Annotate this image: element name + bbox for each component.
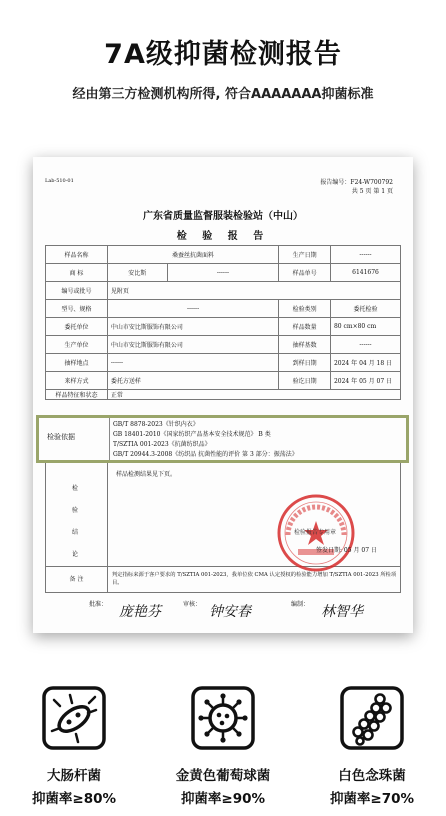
feature-name: 白色念珠菌: [338, 768, 406, 784]
feature-name: 大肠杆菌: [47, 768, 101, 784]
feature-rate: 抑菌率≥80%: [31, 791, 117, 807]
remark-label: 备 注: [46, 567, 108, 593]
conclusion-char: 验: [72, 507, 79, 514]
cell-label: 样品特征和状态: [46, 390, 108, 400]
prepare-label: 编制：: [291, 601, 310, 608]
cell-value: 中山市安比斯服饰有限公司: [107, 336, 278, 354]
e-coli-bacteria-icon: [42, 686, 106, 750]
approver-signature: 庞艳芬: [119, 604, 161, 620]
conclusion-char: 检: [72, 485, 79, 492]
organization-name: 广东省质量监督服装检验站（中山）: [143, 211, 303, 222]
cell-label: 检验类别: [279, 300, 331, 318]
feature-rate: 抑菌率≥70%: [329, 791, 415, 807]
conclusion-text: 样品检测结果见下页。: [116, 471, 177, 478]
conclusion-label: [46, 463, 108, 567]
cell-label: 来样方式: [46, 372, 108, 390]
cell-value: ------: [107, 354, 278, 372]
cell-value: 委托方送样: [107, 372, 278, 390]
cell-value: 80 cm×80 cm: [330, 318, 400, 336]
report-title: 检 验 报 告: [176, 231, 270, 242]
page-info: 共 5 页 第 1 页: [351, 188, 393, 195]
table-row: [46, 300, 401, 318]
test-basis-line: GB/T 8878-2023《针织内衣》: [113, 421, 199, 428]
cell-label: 样品名称: [46, 246, 108, 264]
table-row: [46, 336, 401, 354]
remark-section: [45, 567, 401, 593]
feature-staphylococcus: [149, 686, 297, 807]
page-title: 7A级抑菌检测报告: [104, 39, 342, 70]
cell-value: ------: [330, 246, 400, 264]
table-row: [46, 354, 401, 372]
feature-name: 金黄色葡萄球菌: [175, 768, 271, 784]
cell-label: 型号、规格: [46, 300, 108, 318]
table-row: [46, 246, 401, 264]
cell-label: 到样日期: [279, 354, 331, 372]
cell-label: 抽样基数: [279, 336, 331, 354]
conclusion-char: 论: [72, 551, 79, 558]
feature-candida: [298, 686, 446, 807]
cell-value: ------: [330, 336, 400, 354]
review-label: 审核：: [183, 601, 202, 608]
cell-value: 中山市安比斯服饰有限公司: [107, 318, 278, 336]
report-number: 报告编号：F24-W700792: [320, 179, 393, 186]
cell-label: 生产单位: [46, 336, 108, 354]
test-basis-line: GB 18401-2010《国家纺织产品基本安全技术规范》 B 类: [113, 431, 271, 438]
test-basis-highlight: [36, 415, 409, 463]
remark-text: 判定指标来源于客户要求的 T/SZTIA 001-2023，我单位依 CMA 认定授权的检验能力增加 T/SZTIA 001-2023 所检项目。: [112, 572, 397, 586]
signature-row: [33, 595, 413, 625]
table-row: [46, 282, 401, 300]
test-basis-label: 检验依据: [47, 433, 75, 441]
feature-rate: 抑菌率≥90%: [180, 791, 266, 807]
cell-label: 生产日期: [279, 246, 331, 264]
cell-label: 验讫日期: [279, 372, 331, 390]
approve-label: 批准：: [89, 601, 108, 608]
test-basis-line: GB/T 20944.3-2008《纺织品 抗菌性能的评价 第 3 部分：振荡法》: [113, 451, 298, 458]
stamp-label: 检验报告专用章: [294, 529, 337, 536]
sign-date: 签发日期: 05 月 07 日: [316, 547, 377, 554]
cell-label: 委托单位: [46, 318, 108, 336]
table-row: [46, 318, 401, 336]
table-row: [46, 390, 401, 400]
page-subtitle: 经由第三方检测机构所得, 符合AAAAAAA抑菌标准: [72, 87, 374, 102]
cell-value: 见附页: [107, 282, 400, 300]
cell-value: 委托检验: [330, 300, 400, 318]
candida-cells-icon: [340, 686, 404, 750]
conclusion-section: [45, 463, 401, 567]
test-basis-line: T/SZTIA 001-2023《抗菌纺织品》: [113, 441, 211, 448]
table-row: [46, 264, 401, 282]
reviewer-signature: 钟安春: [209, 604, 251, 620]
cell-value: 6141676: [330, 264, 400, 282]
cell-value: 桑蚕丝抗菌面料: [107, 246, 278, 264]
test-report-document: [33, 157, 413, 633]
cell-label: 抽样地点: [46, 354, 108, 372]
conclusion-char: 结: [72, 529, 79, 536]
cell-value: 2024 年 05 月 07 日: [330, 372, 400, 390]
cell-value: 安比斯: [107, 264, 167, 282]
cell-label: 样品单号: [279, 264, 331, 282]
staphylococcus-virus-icon: [191, 686, 255, 750]
preparer-signature: 林智华: [321, 604, 363, 620]
cell-label: 商 标: [46, 264, 108, 282]
feature-e-coli: [0, 686, 148, 807]
cell-value: 2024 年 04 月 18 日: [330, 354, 400, 372]
lab-code: Lab-510-01: [45, 178, 74, 184]
cell-value: 正常: [107, 390, 400, 400]
cell-value: ------: [167, 264, 278, 282]
cell-value: ------: [107, 300, 278, 318]
table-row: [46, 372, 401, 390]
cell-label: 样品数量: [279, 318, 331, 336]
cell-label: 编号或批号: [46, 282, 108, 300]
report-info-table: [45, 245, 401, 400]
divider: [109, 418, 110, 460]
